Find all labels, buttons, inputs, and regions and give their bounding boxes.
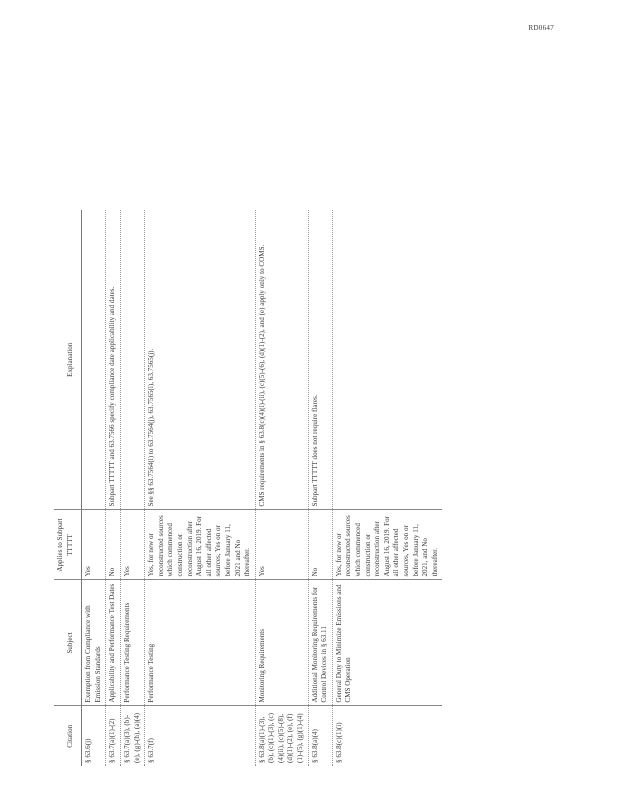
cell-citation: § 63.7(a)(3), (b)-(e), (g)-(h), (a)(4) (120, 706, 144, 766)
cell-subject: Additional Monitoring Requirements for Control Devices in § 63.11 (308, 580, 332, 706)
cell-applies: Yes, for new or reconstructed sources which commenced construction or reconstruction after August 16, 2019. For all other affected sources, Yes on or before January 11, 2021, and No thereafter. (332, 510, 442, 580)
cell-subject: Applicability and Performance Test Dates (106, 580, 121, 706)
cell-citation: § 63.7(f) (145, 706, 256, 766)
header-subject: Subject (54, 580, 82, 706)
cell-explanation (332, 210, 442, 510)
table-row (106, 210, 121, 766)
table-row (145, 210, 256, 766)
table-row (120, 210, 144, 766)
cell-applies: No (106, 510, 121, 580)
table-row (255, 210, 308, 766)
cell-applies: Yes, for new or reconstructed sources which commenced construction or reconstruction after August 16, 2019. For all other affected sources, Yes on or before January 11, 2021 and No thereafter. (145, 510, 256, 580)
cell-explanation: Subpart TTTTT and 63.7566 specify compliance date applicability and dates. (106, 210, 121, 510)
table-header-row (54, 210, 82, 766)
header-citation: Citation (54, 706, 82, 766)
cell-subject: Performance Testing Requirements (120, 580, 144, 706)
cell-citation: § 63.6(j) (82, 706, 106, 766)
cell-explanation (120, 210, 144, 510)
header-applies: Applies to Subpart TTTTT (54, 510, 82, 580)
cell-explanation: See §§ 63.7564(i) to 63.7564(j), 63.7565(i), 63.7565(j). (145, 210, 256, 510)
cell-subject: General Duty to Minimize Emissions and CMS Operation (332, 580, 442, 706)
cell-citation: § 63.8(a)(4) (308, 706, 332, 766)
cell-explanation: CMS requirements in § 63.8(c)(4)(i)-(ii), (c)(5)-(6), (d)(1)-(2), and (e) apply only to COMS. (255, 210, 308, 510)
page-number: RD0647 (528, 24, 554, 32)
cell-citation: § 63.8(a)(1)-(3), (b), (c)(1)-(3), (c)(4)(ii), (c)(5)-(8), (d)(1)-(2), (e), (f)(1)-(5), (g)(1)-(4) (255, 706, 308, 766)
header-explanation: Explanation (54, 210, 82, 510)
cell-applies: No (308, 510, 332, 580)
cell-subject: Exemption from Compliance with Emission Standards (82, 580, 106, 706)
table-row (82, 210, 106, 766)
table-row (308, 210, 332, 766)
cell-citation: § 63.8(c)(1)(i) (334, 722, 343, 763)
cell-explanation (82, 210, 106, 510)
cell-citation: § 63.7(a)(1)-(2) (106, 706, 121, 766)
cell-subject: Monitoring Requirements (255, 580, 308, 706)
table-row (332, 210, 442, 766)
cell-applies: Yes (82, 510, 106, 580)
applicability-table (54, 210, 442, 766)
cell-explanation: Subpart TTTTT does not require flares. (308, 210, 332, 510)
rotated-table-container (54, 210, 592, 766)
cell-subject: Performance Testing (145, 580, 256, 706)
cell-applies: Yes (120, 510, 144, 580)
cell-applies: Yes (255, 510, 308, 580)
